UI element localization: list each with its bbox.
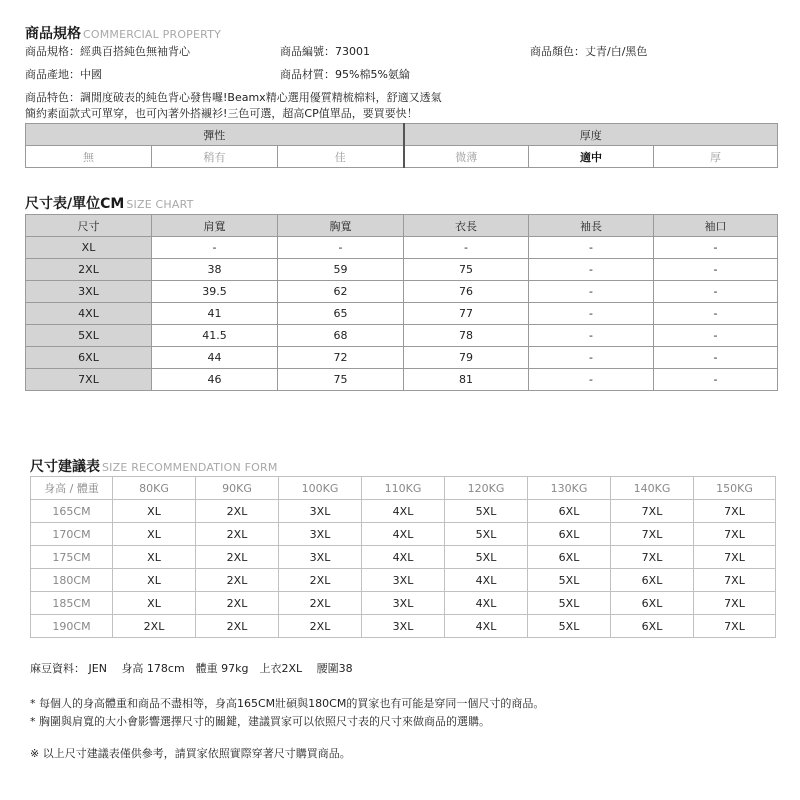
size-value: - bbox=[278, 237, 404, 259]
colors-text: 商品顏色：丈青/白/黑色 bbox=[530, 45, 648, 58]
recommended-size: 5XL bbox=[445, 546, 528, 569]
size-value: 79 bbox=[404, 347, 529, 369]
height-label: 170CM bbox=[31, 523, 113, 546]
size-value: - bbox=[654, 303, 778, 325]
size-label: 7XL bbox=[26, 369, 152, 391]
recommended-size: 2XL bbox=[196, 523, 279, 546]
recommended-size: 3XL bbox=[362, 569, 445, 592]
recommended-size: XL bbox=[113, 592, 196, 615]
table-row bbox=[26, 237, 778, 259]
height-weight-corner: 身高 / 體重 bbox=[31, 477, 113, 500]
size-chart-title-en: SIZE CHART bbox=[126, 198, 194, 211]
size-value: 38 bbox=[152, 259, 278, 281]
size-label: XL bbox=[26, 237, 152, 259]
recommended-size: 7XL bbox=[611, 546, 694, 569]
size-value: - bbox=[654, 325, 778, 347]
recommended-size: 2XL bbox=[113, 615, 196, 638]
recommended-size: 2XL bbox=[196, 500, 279, 523]
table-row bbox=[31, 569, 776, 592]
recommendation-title: 尺寸建議表 bbox=[30, 459, 100, 475]
property-title: 商品規格 bbox=[25, 26, 81, 42]
size-value: 41.5 bbox=[152, 325, 278, 347]
weight-header: 100KG bbox=[279, 477, 362, 500]
size-chart-column-header: 尺寸 bbox=[26, 215, 152, 237]
weight-header: 110KG bbox=[362, 477, 445, 500]
recommended-size: 3XL bbox=[279, 546, 362, 569]
recommended-size: 7XL bbox=[694, 500, 776, 523]
thickness-level: 微薄 bbox=[404, 146, 529, 168]
recommended-size: 4XL bbox=[445, 592, 528, 615]
elasticity-level: 無 bbox=[26, 146, 152, 168]
feature-line-2: 簡約素面款式可單穿，也可內著外搭襯衫!三色可選，超高CP值單品，要買要快！ bbox=[25, 107, 418, 120]
recommended-size: 5XL bbox=[528, 592, 611, 615]
size-value: - bbox=[404, 237, 529, 259]
weight-header: 140KG bbox=[611, 477, 694, 500]
size-chart-column-header: 衣長 bbox=[404, 215, 529, 237]
size-value: - bbox=[529, 347, 654, 369]
recommended-size: 6XL bbox=[528, 500, 611, 523]
elasticity-level: 稍有 bbox=[152, 146, 278, 168]
recommended-size: 6XL bbox=[611, 569, 694, 592]
size-value: - bbox=[529, 303, 654, 325]
size-label: 6XL bbox=[26, 347, 152, 369]
size-label: 4XL bbox=[26, 303, 152, 325]
size-value: 75 bbox=[278, 369, 404, 391]
weight-header: 80KG bbox=[113, 477, 196, 500]
size-value: - bbox=[529, 259, 654, 281]
property-level-table bbox=[25, 123, 778, 168]
size-chart-title: 尺寸表/單位CM bbox=[25, 196, 125, 212]
recommended-size: 2XL bbox=[279, 615, 362, 638]
recommended-size: XL bbox=[113, 500, 196, 523]
recommended-size: 6XL bbox=[528, 523, 611, 546]
table-row bbox=[26, 325, 778, 347]
size-value: - bbox=[654, 259, 778, 281]
recommended-size: 4XL bbox=[362, 523, 445, 546]
size-value: - bbox=[654, 281, 778, 303]
size-chart-header-row bbox=[26, 215, 778, 237]
thickness-level: 厚 bbox=[654, 146, 778, 168]
size-value: - bbox=[654, 237, 778, 259]
spec-text: 商品規格：經典百搭純色無袖背心 bbox=[25, 45, 190, 58]
recommended-size: 5XL bbox=[528, 615, 611, 638]
size-label: 3XL bbox=[26, 281, 152, 303]
recommended-size: 6XL bbox=[611, 592, 694, 615]
size-chart-column-header: 肩寬 bbox=[152, 215, 278, 237]
size-value: - bbox=[529, 237, 654, 259]
recommended-size: 3XL bbox=[362, 592, 445, 615]
size-chart-column-header: 袖口 bbox=[654, 215, 778, 237]
height-label: 190CM bbox=[31, 615, 113, 638]
size-value: - bbox=[529, 369, 654, 391]
weight-header: 90KG bbox=[196, 477, 279, 500]
size-value: 81 bbox=[404, 369, 529, 391]
note-line: * 胸圍與肩寬的大小會影響選擇尺寸的關鍵，建議買家可以依照尺寸表的尺寸來做商品的選購。 bbox=[30, 715, 490, 728]
weight-header: 120KG bbox=[445, 477, 528, 500]
thickness-header: 厚度 bbox=[404, 124, 778, 146]
size-value: 72 bbox=[278, 347, 404, 369]
size-label: 5XL bbox=[26, 325, 152, 347]
height-label: 175CM bbox=[31, 546, 113, 569]
size-value: 62 bbox=[278, 281, 404, 303]
material-text: 商品材質：95%棉5%氨綸 bbox=[280, 68, 410, 81]
recommended-size: 7XL bbox=[611, 523, 694, 546]
model-info: 麻豆資料： JEN 身高 178cm 體重 97kg 上衣2XL 腰圍38 bbox=[30, 662, 353, 675]
table-row bbox=[31, 546, 776, 569]
table-row bbox=[26, 303, 778, 325]
size-value: 41 bbox=[152, 303, 278, 325]
property-title-en: COMMERCIAL PROPERTY bbox=[83, 28, 222, 41]
table-row bbox=[26, 369, 778, 391]
table-row bbox=[26, 281, 778, 303]
recommended-size: 2XL bbox=[196, 569, 279, 592]
recommended-size: 4XL bbox=[362, 500, 445, 523]
size-chart-column-header: 袖長 bbox=[529, 215, 654, 237]
feature-line-1: 商品特色：調閒度破表的純色背心發售囉!Beamx精心選用優質精梳棉料，舒適又透氣 bbox=[25, 91, 442, 104]
recommended-size: 5XL bbox=[445, 500, 528, 523]
recommended-size: 2XL bbox=[196, 546, 279, 569]
thickness-level-selected: 適中 bbox=[529, 146, 654, 168]
size-value: - bbox=[654, 347, 778, 369]
recommended-size: 7XL bbox=[694, 569, 776, 592]
table-row bbox=[31, 592, 776, 615]
height-label: 185CM bbox=[31, 592, 113, 615]
recommended-size: 7XL bbox=[694, 592, 776, 615]
table-row bbox=[26, 259, 778, 281]
disclaimer: ※ 以上尺寸建議表僅供參考，請買家依照實際穿著尺寸購買商品。 bbox=[30, 747, 351, 760]
table-row bbox=[26, 347, 778, 369]
recommended-size: 7XL bbox=[694, 523, 776, 546]
recommended-size: XL bbox=[113, 523, 196, 546]
recommended-size: 6XL bbox=[528, 546, 611, 569]
recommended-size: 3XL bbox=[279, 500, 362, 523]
weight-header: 150KG bbox=[694, 477, 776, 500]
recommended-size: 7XL bbox=[694, 615, 776, 638]
size-value: 75 bbox=[404, 259, 529, 281]
code-text: 商品編號：73001 bbox=[280, 45, 370, 58]
recommendation-heading bbox=[30, 456, 278, 476]
size-value: 65 bbox=[278, 303, 404, 325]
recommended-size: 5XL bbox=[528, 569, 611, 592]
size-value: 76 bbox=[404, 281, 529, 303]
table-row bbox=[31, 523, 776, 546]
recommended-size: 7XL bbox=[694, 546, 776, 569]
size-value: 39.5 bbox=[152, 281, 278, 303]
size-value: 68 bbox=[278, 325, 404, 347]
note-line: * 每個人的身高體重和商品不盡相等，身高165CM壯碩與180CM的買家也有可能是穿同一個尺寸的商品。 bbox=[30, 697, 545, 710]
size-chart-heading bbox=[25, 193, 194, 213]
size-value: - bbox=[529, 325, 654, 347]
recommendation-header-row bbox=[31, 477, 776, 500]
size-chart-column-header: 胸寬 bbox=[278, 215, 404, 237]
recommended-size: 4XL bbox=[445, 569, 528, 592]
elasticity-level: 佳 bbox=[278, 146, 404, 168]
recommended-size: XL bbox=[113, 546, 196, 569]
size-value: - bbox=[529, 281, 654, 303]
recommended-size: 6XL bbox=[611, 615, 694, 638]
size-chart-table bbox=[25, 214, 778, 391]
size-value: 59 bbox=[278, 259, 404, 281]
recommended-size: XL bbox=[113, 569, 196, 592]
origin-text: 商品產地：中國 bbox=[25, 68, 102, 81]
recommended-size: 7XL bbox=[611, 500, 694, 523]
height-label: 165CM bbox=[31, 500, 113, 523]
recommended-size: 2XL bbox=[279, 569, 362, 592]
recommended-size: 2XL bbox=[196, 615, 279, 638]
size-value: 46 bbox=[152, 369, 278, 391]
height-label: 180CM bbox=[31, 569, 113, 592]
size-value: 78 bbox=[404, 325, 529, 347]
table-row bbox=[31, 615, 776, 638]
size-value: - bbox=[654, 369, 778, 391]
size-value: 44 bbox=[152, 347, 278, 369]
recommended-size: 4XL bbox=[445, 615, 528, 638]
recommendation-title-en: SIZE RECOMMENDATION FORM bbox=[102, 461, 278, 474]
size-recommendation-table bbox=[30, 476, 776, 638]
property-heading bbox=[25, 23, 221, 43]
recommended-size: 2XL bbox=[279, 592, 362, 615]
size-label: 2XL bbox=[26, 259, 152, 281]
recommended-size: 5XL bbox=[445, 523, 528, 546]
recommended-size: 3XL bbox=[362, 615, 445, 638]
recommended-size: 4XL bbox=[362, 546, 445, 569]
weight-header: 130KG bbox=[528, 477, 611, 500]
table-row bbox=[31, 500, 776, 523]
recommended-size: 2XL bbox=[196, 592, 279, 615]
size-value: 77 bbox=[404, 303, 529, 325]
recommended-size: 3XL bbox=[279, 523, 362, 546]
size-value: - bbox=[152, 237, 278, 259]
elasticity-header: 彈性 bbox=[26, 124, 404, 146]
